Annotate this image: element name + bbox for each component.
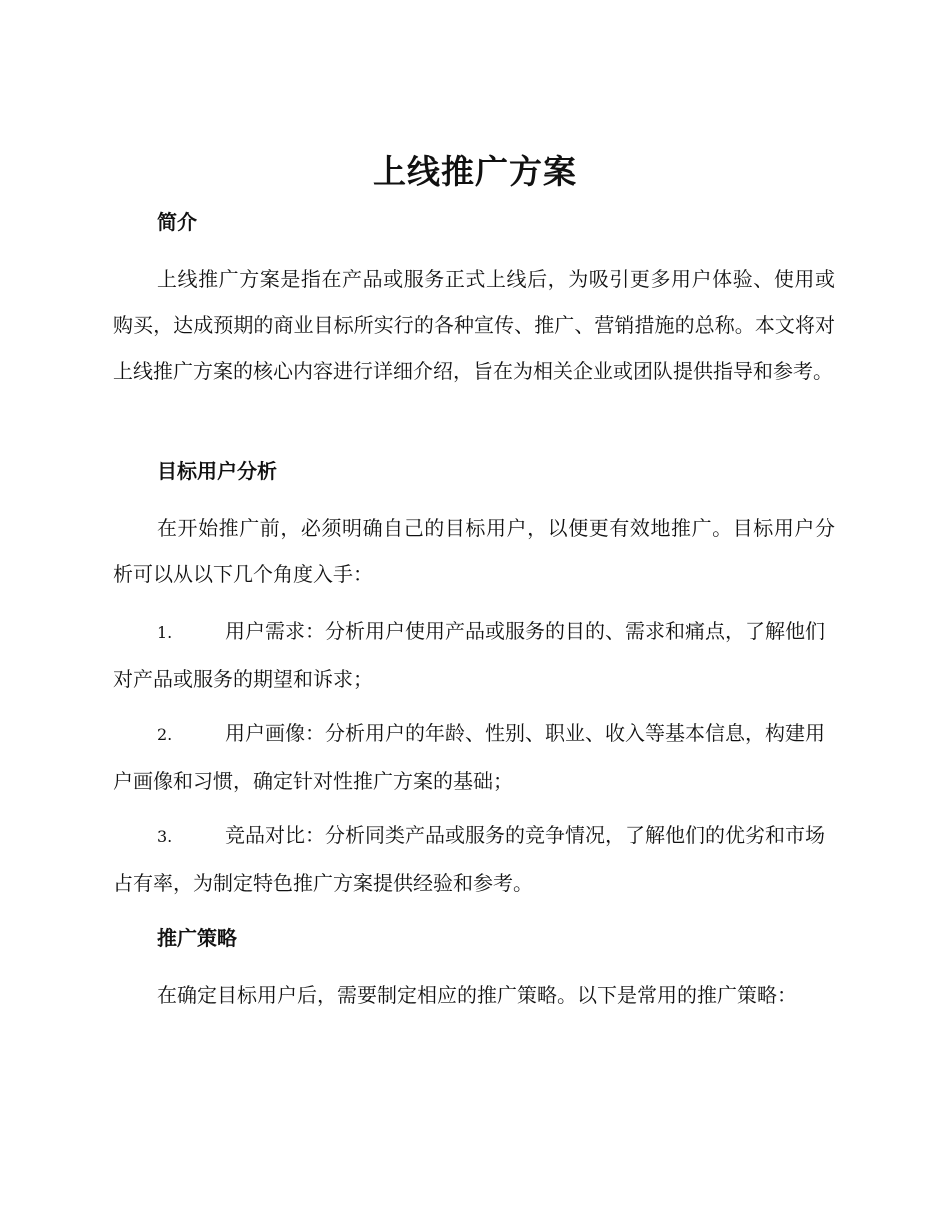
section-heading-strategy: 推广策略 bbox=[157, 926, 237, 950]
list-number: 2. bbox=[157, 725, 173, 744]
intro-paragraph: 上线推广方案是指在产品或服务正式上线后，为吸引更多用户体验、使用或购买，达成预期的商业目标所实行的各种宣传、推广、营销措施的总称。本文将对上线推广方案的核心内容进行详细介绍，旨在为相关企业或团队提供指导和参考。 bbox=[113, 267, 835, 383]
strategy-paragraph: 在确定目标用户后，需要制定相应的推广策略。以下是常用的推广策略： bbox=[157, 983, 797, 1007]
section-heading-target-users: 目标用户分析 bbox=[157, 459, 277, 483]
list-text: 用户画像：分析用户的年龄、性别、职业、收入等基本信息，构建用户画像和习惯，确定针对性推广方案的基础； bbox=[113, 721, 825, 793]
list-text: 用户需求：分析用户使用产品或服务的目的、需求和痛点，了解他们对产品或服务的期望和诉求； bbox=[113, 619, 825, 691]
document-title: 上线推广方案 bbox=[373, 152, 577, 191]
list-item bbox=[113, 710, 835, 804]
section-heading-intro: 简介 bbox=[157, 210, 197, 234]
target-users-paragraph: 在开始推广前，必须明确自己的目标用户，以便更有效地推广。目标用户分析可以从以下几个角度入手： bbox=[113, 516, 835, 586]
list-item bbox=[113, 608, 835, 702]
list-number: 3. bbox=[157, 827, 173, 846]
list-number: 1. bbox=[157, 623, 173, 642]
list-item bbox=[113, 812, 835, 906]
list-text: 竞品对比：分析同类产品或服务的竞争情况，了解他们的优劣和市场占有率，为制定特色推广方案提供经验和参考。 bbox=[113, 823, 825, 895]
